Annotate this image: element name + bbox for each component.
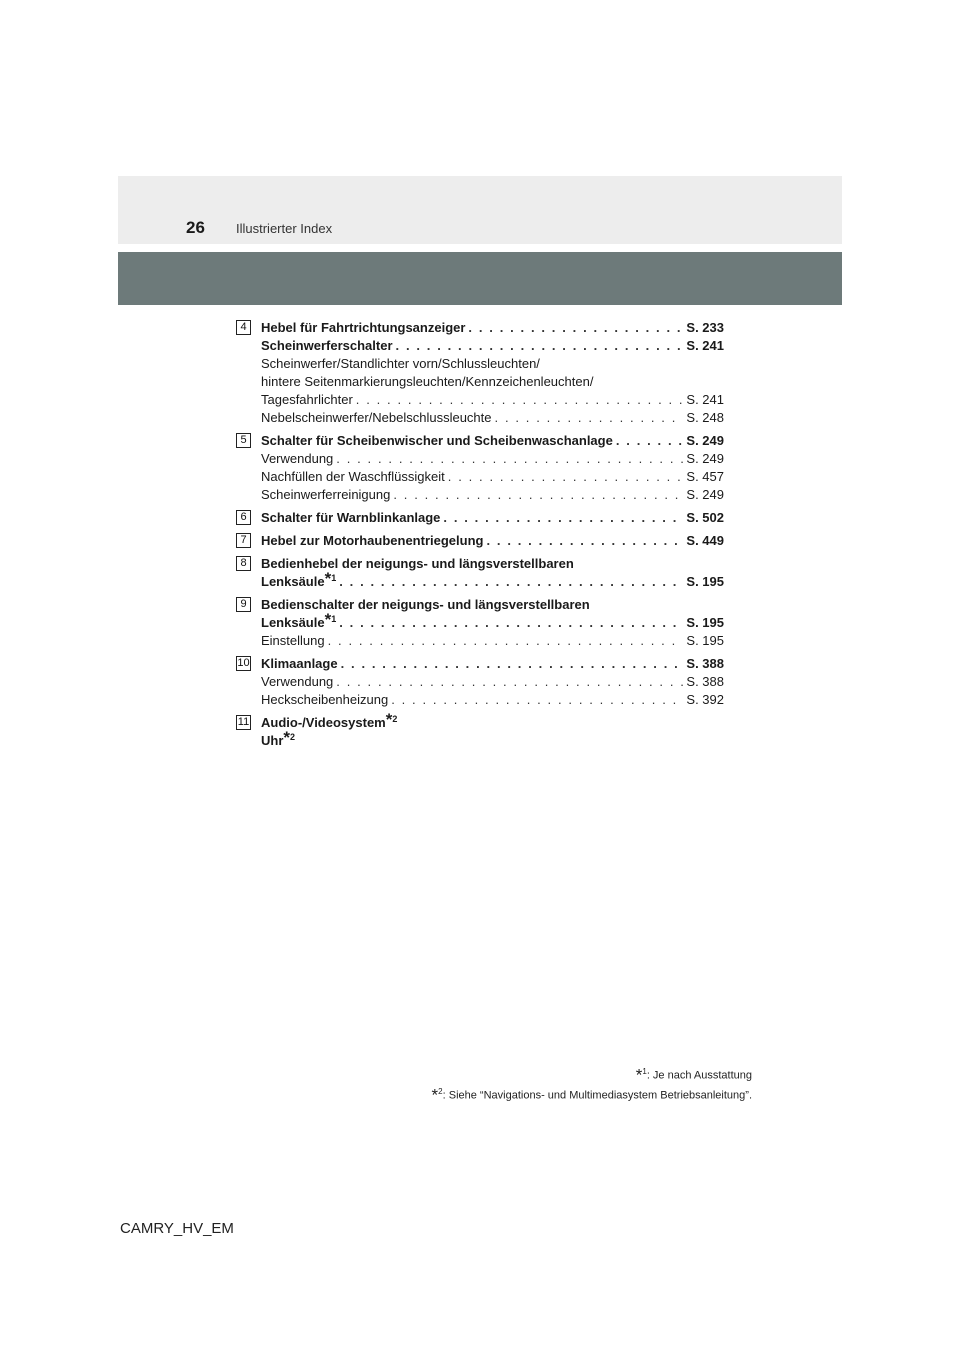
footnote-number: 1 (331, 613, 337, 624)
document-code: CAMRY_HV_EM (120, 1220, 234, 1237)
page-reference[interactable]: S. 241 (686, 338, 724, 353)
entry-label-text: Lenksäule (261, 574, 325, 589)
footnote-text: : Siehe “Navigations- und Multimediasystem Betriebsanleitung”. (442, 1089, 752, 1102)
dot-leader (341, 655, 684, 673)
footnote (432, 1064, 752, 1084)
item-number-badge: 5 (236, 433, 251, 448)
section-title: Illustrierter Index (236, 221, 333, 236)
entry-label (261, 450, 333, 468)
entry-label-text: Verwendung (261, 451, 334, 466)
entry-label (261, 609, 337, 632)
dot-leader (616, 432, 684, 450)
entry-label-text: Bedienschalter der neigungs- und längsverstellbaren (261, 597, 590, 612)
dot-leader (495, 409, 684, 427)
footnote-mark: 1 (642, 1067, 647, 1076)
entry-label-text: Uhr (261, 733, 284, 748)
dot-leader (336, 673, 683, 691)
page-reference[interactable]: S. 449 (686, 533, 724, 548)
footnote-number: 2 (392, 713, 398, 724)
page-reference[interactable]: S. 249 (686, 451, 724, 466)
index-group (236, 655, 724, 709)
index-group (236, 509, 724, 527)
dot-leader (328, 632, 684, 650)
asterisk-icon: * (324, 609, 332, 629)
item-number-badge: 8 (236, 556, 251, 571)
index-entry-link[interactable] (261, 609, 724, 632)
entry-label-text: Audio-/Videosystem (261, 715, 386, 730)
entry-label-text: Schalter für Warnblinkanlage (261, 510, 441, 525)
dot-leader (339, 614, 683, 632)
entry-label-text: Hebel zur Motorhaubenentriegelung (261, 533, 484, 548)
dot-leader (443, 509, 683, 527)
item-number-badge: 6 (236, 510, 251, 525)
index-entry-link[interactable] (261, 450, 724, 468)
entry-label (261, 568, 337, 591)
dot-leader (393, 486, 683, 504)
index-group (236, 555, 724, 591)
asterisk-icon: * (635, 1065, 643, 1085)
dot-leader (486, 532, 683, 550)
entry-label-text: Schalter für Scheibenwischer und Scheibenwaschanlage (261, 433, 613, 448)
item-number-badge: 11 (237, 716, 250, 728)
entry-label-text: Scheinwerferreinigung (261, 487, 391, 502)
dot-leader (468, 319, 683, 337)
asterisk-icon: * (283, 727, 291, 747)
footnote-reference (283, 727, 296, 747)
entry-label (261, 673, 333, 691)
entry-label-text: Nebelscheinwerfer/Nebelschlussleuchte (261, 410, 492, 425)
entry-label-text: Scheinwerfer/Standlichter vorn/Schlussleuchten/ (261, 356, 540, 371)
entry-label (261, 319, 465, 337)
entry-label-text: Klimaanlage (261, 656, 338, 671)
item-number-badge: 4 (236, 320, 251, 335)
index-entry-link[interactable] (261, 391, 724, 409)
page-reference[interactable]: S. 195 (686, 574, 724, 589)
footnotes (432, 1064, 752, 1103)
dot-leader (339, 573, 683, 591)
index-entry-link[interactable] (261, 409, 724, 427)
entry-label-text: hintere Seitenmarkierungsleuchten/Kennzeichenleuchten/ (261, 374, 594, 389)
page-reference[interactable]: S. 249 (686, 433, 724, 448)
footnote (432, 1084, 752, 1104)
entry-label (261, 509, 440, 527)
page-reference[interactable]: S. 388 (686, 674, 724, 689)
page-reference[interactable]: S. 388 (686, 656, 724, 671)
index-entry-link[interactable] (261, 568, 724, 591)
index-group (236, 319, 724, 427)
entry-label (261, 391, 353, 409)
index-group (236, 532, 724, 550)
index-content (236, 319, 724, 755)
entry-label-text: Hebel für Fahrtrichtungsanzeiger (261, 320, 466, 335)
index-entry-link[interactable] (261, 337, 724, 355)
header-band (118, 252, 842, 305)
entry-label (261, 655, 338, 673)
dot-leader (448, 468, 684, 486)
footnote-number: 2 (290, 731, 296, 742)
entry-label-text: Verwendung (261, 674, 334, 689)
entry-label (261, 468, 445, 486)
page-reference[interactable]: S. 248 (686, 410, 724, 425)
footnote-mark: 2 (438, 1086, 443, 1096)
entry-label-text: Heckscheibenheizung (261, 692, 389, 707)
index-group (236, 432, 724, 504)
page-reference[interactable]: S. 392 (686, 692, 724, 707)
entry-label (261, 596, 590, 614)
entry-label (261, 409, 492, 427)
page-reference[interactable]: S. 502 (686, 510, 724, 525)
dot-leader (336, 450, 683, 468)
entry-label-text: Einstellung (261, 633, 325, 648)
index-entry-link[interactable] (261, 319, 724, 337)
page-reference[interactable]: S. 195 (686, 633, 724, 648)
page-reference[interactable]: S. 241 (686, 392, 724, 407)
entry-label (261, 355, 540, 373)
index-entry-link[interactable] (261, 691, 724, 709)
entry-label (261, 709, 398, 732)
entry-label-text: Nachfüllen der Waschflüssigkeit (261, 469, 445, 484)
page-header (118, 176, 842, 244)
entry-label (261, 555, 574, 573)
index-entry-link[interactable] (261, 655, 724, 673)
entry-label (261, 691, 388, 709)
dot-leader (356, 391, 684, 409)
page-reference[interactable]: S. 249 (686, 487, 724, 502)
index-entry-link[interactable] (261, 532, 724, 550)
entry-label (261, 337, 393, 355)
index-entry-link[interactable] (261, 632, 724, 650)
page-number: 26 (186, 218, 205, 237)
entry-label (261, 727, 296, 750)
entry-label (261, 373, 593, 391)
entry-label (261, 432, 613, 450)
index-entry-link[interactable] (261, 509, 724, 527)
footnote-text: : Je nach Ausstattung (646, 1069, 752, 1082)
index-entry-link[interactable] (261, 432, 724, 450)
footnote-reference (324, 568, 337, 588)
page-reference[interactable]: S. 195 (686, 615, 724, 630)
entry-label (261, 632, 325, 650)
index-entry-text (261, 727, 724, 750)
entry-label (261, 486, 390, 504)
footnote-number: 1 (331, 572, 337, 583)
asterisk-icon: * (385, 709, 393, 729)
footnote-reference (324, 609, 337, 629)
item-number-badge: 10 (237, 657, 250, 669)
index-group (236, 709, 724, 750)
asterisk-icon: * (324, 568, 332, 588)
item-number-badge: 9 (236, 597, 251, 612)
item-number-badge: 7 (236, 533, 251, 548)
index-entry-link[interactable] (261, 673, 724, 691)
entry-label-text: Bedienhebel der neigungs- und längsverstellbaren (261, 556, 574, 571)
footnote-reference (385, 709, 398, 729)
entry-label-text: Scheinwerferschalter (261, 338, 393, 353)
dot-leader (391, 691, 683, 709)
index-group (236, 596, 724, 650)
page-reference[interactable]: S. 233 (686, 320, 724, 335)
dot-leader (396, 337, 684, 355)
entry-label (261, 532, 483, 550)
index-entry-link[interactable] (261, 468, 724, 486)
index-entry-text (261, 709, 724, 732)
entry-label-text: Lenksäule (261, 615, 325, 630)
asterisk-icon: * (431, 1085, 439, 1105)
page-reference[interactable]: S. 457 (686, 469, 724, 484)
index-entry-text (261, 355, 724, 373)
index-entry-link[interactable] (261, 486, 724, 504)
entry-label-text: Tagesfahrlichter (261, 392, 353, 407)
index-entry-text (261, 373, 724, 391)
